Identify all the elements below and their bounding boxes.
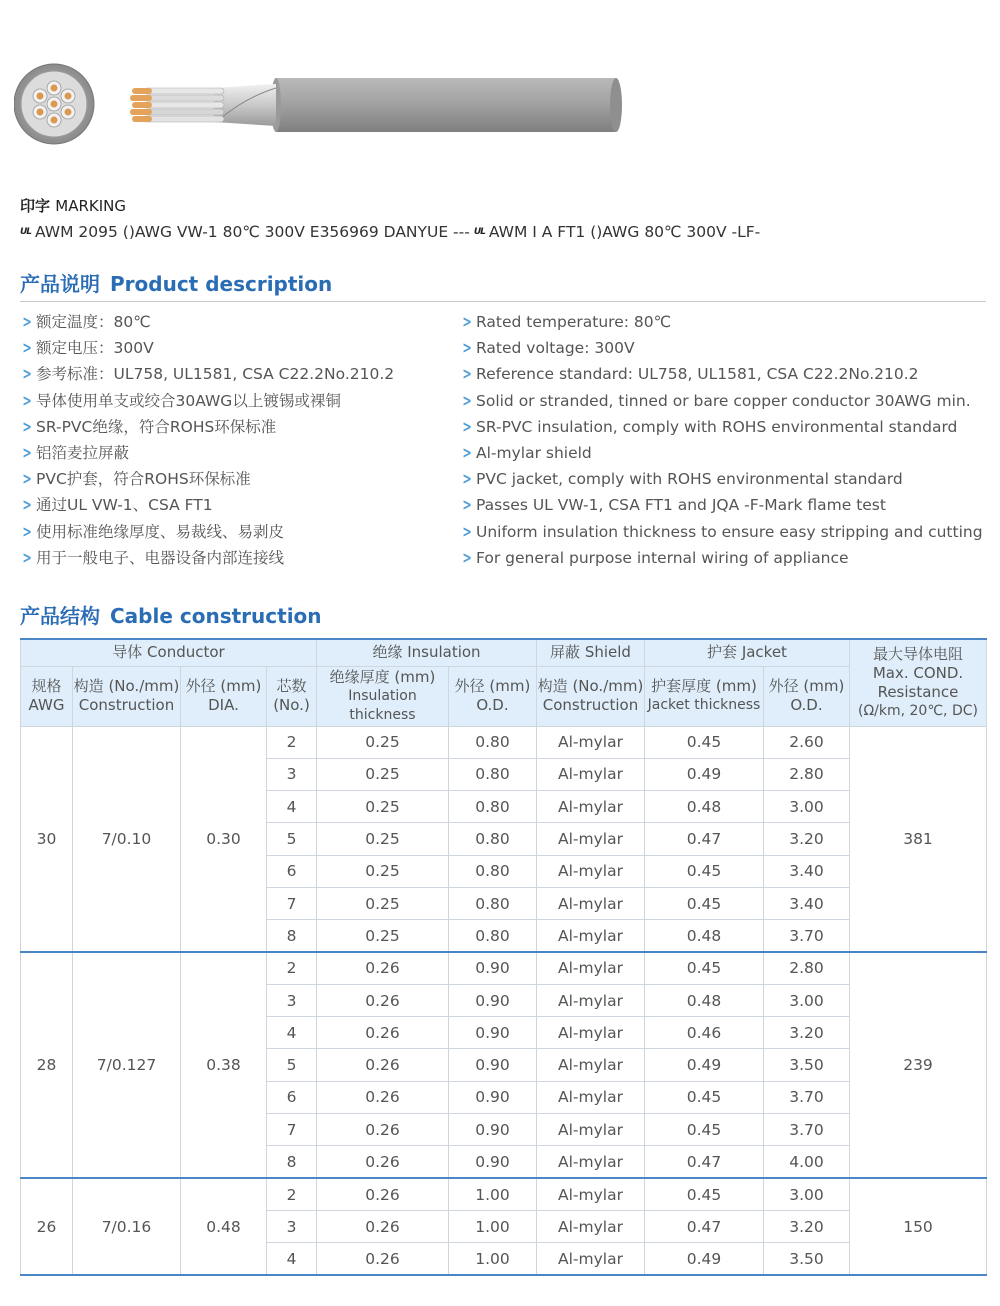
cell-jacket-thickness: 0.47 — [645, 823, 764, 855]
description-item — [20, 335, 394, 361]
cell-cores: 4 — [267, 1017, 317, 1049]
col-ins-od: 外径 (mm) O.D. — [449, 666, 537, 726]
cell-ins-od: 0.90 — [449, 984, 537, 1016]
ul-logo-icon: UL — [20, 227, 32, 237]
col-jacket-od: 外径 (mm) O.D. — [764, 666, 850, 726]
marking-part-2: AWM I A FT1 ()AWG 80℃ 300V -LF- — [488, 223, 761, 241]
description-item — [20, 388, 394, 414]
cell-ins-thickness: 0.26 — [317, 952, 449, 984]
description-text: 通过UL VW-1、CSA FT1 — [36, 496, 213, 515]
cell-ins-thickness: 0.26 — [317, 1146, 449, 1178]
cell-jacket-od: 3.50 — [764, 1049, 850, 1081]
product-description-header: 产品说明 Product description — [20, 268, 986, 302]
cell-jacket-od: 3.20 — [764, 823, 850, 855]
cell-shield: Al-mylar — [537, 791, 645, 823]
description-text: Rated voltage: 300V — [476, 339, 635, 358]
cell-ins-thickness: 0.26 — [317, 1243, 449, 1275]
cell-cores: 2 — [267, 726, 317, 758]
description-text: SR-PVC绝缘，符合ROHS环保标准 — [36, 417, 277, 436]
cell-ins-od: 0.90 — [449, 1017, 537, 1049]
cell-resistance: 381 — [850, 726, 987, 952]
cell-jacket-thickness: 0.45 — [645, 952, 764, 984]
cell-ins-od: 0.80 — [449, 920, 537, 952]
cell-jacket-thickness: 0.48 — [645, 920, 764, 952]
cell-ins-thickness: 0.25 — [317, 791, 449, 823]
col-ins-thickness: 绝缘厚度 (mm) Insulation thickness — [317, 666, 449, 726]
cell-jacket-od: 3.70 — [764, 1114, 850, 1146]
cell-cores: 6 — [267, 855, 317, 887]
cell-shield: Al-mylar — [537, 1146, 645, 1178]
spec-table-body — [21, 726, 987, 1275]
cell-ins-od: 0.80 — [449, 823, 537, 855]
cell-ins-thickness: 0.25 — [317, 920, 449, 952]
description-item — [460, 414, 983, 440]
description-item — [460, 309, 983, 335]
ul-logo-icon: UL — [473, 227, 485, 237]
cell-jacket-thickness: 0.48 — [645, 984, 764, 1016]
description-text: Uniform insulation thickness to ensure easy stripping and cutting — [476, 522, 983, 541]
description-item — [460, 492, 983, 518]
description-text: Passes UL VW-1, CSA FT1 and JQA -F-Mark flame test — [476, 496, 886, 515]
cell-ins-od: 0.80 — [449, 887, 537, 919]
cell-shield: Al-mylar — [537, 984, 645, 1016]
cell-ins-thickness: 0.26 — [317, 1114, 449, 1146]
chevron-right-icon: > — [462, 364, 472, 384]
cell-jacket-thickness: 0.45 — [645, 855, 764, 887]
cell-shield: Al-mylar — [537, 823, 645, 855]
cell-cores: 5 — [267, 1049, 317, 1081]
cable-construction-header: 产品结构 Cable construction — [20, 604, 322, 628]
cell-cores: 8 — [267, 920, 317, 952]
description-text: Rated temperature: 80℃ — [476, 313, 672, 332]
cell-cores: 7 — [267, 887, 317, 919]
cell-jacket-od: 3.40 — [764, 855, 850, 887]
cell-jacket-thickness: 0.49 — [645, 1049, 764, 1081]
cell-jacket-thickness: 0.47 — [645, 1210, 764, 1242]
cell-shield: Al-mylar — [537, 726, 645, 758]
description-text: 导体使用单支或绞合30AWG以上镀锡或裸铜 — [36, 391, 341, 410]
chevron-right-icon: > — [22, 416, 32, 436]
cell-ins-od: 0.90 — [449, 1146, 537, 1178]
chevron-right-icon: > — [462, 495, 472, 515]
cell-jacket-thickness: 0.45 — [645, 726, 764, 758]
cell-cores: 4 — [267, 791, 317, 823]
cell-jacket-od: 3.40 — [764, 887, 850, 919]
cell-awg: 28 — [21, 952, 73, 1178]
chevron-right-icon: > — [462, 469, 472, 489]
cell-ins-thickness: 0.26 — [317, 1081, 449, 1113]
description-text: For general purpose internal wiring of appliance — [476, 548, 849, 567]
marking-part-1: AWM 2095 ()AWG VW-1 80℃ 300V E356969 DANYUE --- — [35, 223, 470, 241]
cell-shield: Al-mylar — [537, 1017, 645, 1049]
cell-ins-od: 0.90 — [449, 952, 537, 984]
cell-ins-thickness: 0.25 — [317, 823, 449, 855]
col-cores: 芯数 (No.) — [267, 666, 317, 726]
cross-section-icon — [14, 64, 94, 144]
cell-ins-od: 0.90 — [449, 1114, 537, 1146]
col-shield-construction: 构造 (No./mm) Construction — [537, 666, 645, 726]
description-item — [460, 388, 983, 414]
cell-ins-thickness: 0.26 — [317, 984, 449, 1016]
table-row — [21, 726, 987, 758]
description-list-en — [460, 309, 983, 571]
description-item — [20, 440, 394, 466]
cell-cores: 3 — [267, 1210, 317, 1242]
cell-jacket-thickness: 0.48 — [645, 791, 764, 823]
cell-jacket-od: 4.00 — [764, 1146, 850, 1178]
description-item — [20, 466, 394, 492]
description-text: PVC护套，符合ROHS环保标准 — [36, 470, 251, 489]
marking-text — [20, 223, 760, 241]
cell-construction: 7/0.10 — [73, 726, 181, 952]
cell-jacket-od: 3.70 — [764, 920, 850, 952]
chevron-right-icon: > — [22, 443, 32, 463]
cable-illustration — [14, 58, 634, 154]
cell-cores: 7 — [267, 1114, 317, 1146]
description-text: Reference standard: UL758, UL1581, CSA C22.2No.210.2 — [476, 365, 919, 384]
cell-jacket-thickness: 0.45 — [645, 1114, 764, 1146]
cell-dia: 0.30 — [181, 726, 267, 952]
cell-jacket-thickness: 0.45 — [645, 1081, 764, 1113]
cell-shield: Al-mylar — [537, 1210, 645, 1242]
description-item — [20, 519, 394, 545]
cell-ins-od: 0.80 — [449, 855, 537, 887]
cell-construction: 7/0.127 — [73, 952, 181, 1178]
cell-jacket-thickness: 0.45 — [645, 1178, 764, 1210]
cell-shield: Al-mylar — [537, 855, 645, 887]
description-text: Al-mylar shield — [476, 444, 592, 463]
description-text: 额定温度：80℃ — [36, 313, 151, 332]
table-row — [21, 1178, 987, 1210]
cell-shield: Al-mylar — [537, 1243, 645, 1275]
description-text: SR-PVC insulation, comply with ROHS environmental standard — [476, 417, 958, 436]
chevron-right-icon: > — [462, 312, 472, 332]
cell-resistance: 239 — [850, 952, 987, 1178]
description-item — [460, 519, 983, 545]
group-shield: 屏蔽 Shield — [537, 639, 645, 666]
group-resistance: 最大导体电阻 Max. COND. Resistance (Ω/km, 20℃, DC) — [850, 639, 987, 726]
cell-cores: 3 — [267, 758, 317, 790]
description-item — [460, 545, 983, 571]
col-awg: 规格 AWG — [21, 666, 73, 726]
cell-ins-thickness: 0.25 — [317, 726, 449, 758]
cell-shield: Al-mylar — [537, 887, 645, 919]
description-text: 额定电压：300V — [36, 339, 154, 358]
group-conductor: 导体 Conductor — [21, 639, 317, 666]
description-text: 铝箔麦拉屏蔽 — [36, 444, 130, 463]
chevron-right-icon: > — [22, 312, 32, 332]
cell-ins-thickness: 0.25 — [317, 887, 449, 919]
cell-ins-od: 0.80 — [449, 791, 537, 823]
cell-cores: 8 — [267, 1146, 317, 1178]
col-construction: 构造 (No./mm) Construction — [73, 666, 181, 726]
cell-jacket-od: 3.20 — [764, 1017, 850, 1049]
spec-table — [20, 638, 987, 1276]
cell-jacket-od: 3.00 — [764, 984, 850, 1016]
description-item — [20, 545, 394, 571]
cell-cores: 4 — [267, 1243, 317, 1275]
description-item — [20, 309, 394, 335]
cell-jacket-od: 3.00 — [764, 1178, 850, 1210]
cell-shield: Al-mylar — [537, 920, 645, 952]
cell-cores: 6 — [267, 1081, 317, 1113]
cell-ins-thickness: 0.26 — [317, 1178, 449, 1210]
cell-cores: 2 — [267, 952, 317, 984]
chevron-right-icon: > — [462, 416, 472, 436]
cell-jacket-thickness: 0.49 — [645, 1243, 764, 1275]
cell-jacket-od: 3.20 — [764, 1210, 850, 1242]
cell-jacket-od: 3.50 — [764, 1243, 850, 1275]
cell-shield: Al-mylar — [537, 1049, 645, 1081]
chevron-right-icon: > — [462, 338, 472, 358]
description-item — [20, 414, 394, 440]
cell-resistance: 150 — [850, 1178, 987, 1275]
chevron-right-icon: > — [462, 547, 472, 567]
cell-jacket-od: 3.00 — [764, 791, 850, 823]
cell-ins-od: 0.90 — [449, 1081, 537, 1113]
cell-ins-thickness: 0.26 — [317, 1210, 449, 1242]
description-item — [460, 466, 983, 492]
cell-cores: 3 — [267, 984, 317, 1016]
cell-ins-od: 1.00 — [449, 1243, 537, 1275]
cell-shield: Al-mylar — [537, 1178, 645, 1210]
cell-jacket-od: 3.70 — [764, 1081, 850, 1113]
cell-jacket-od: 2.80 — [764, 758, 850, 790]
cell-jacket-thickness: 0.47 — [645, 1146, 764, 1178]
cell-construction: 7/0.16 — [73, 1178, 181, 1275]
chevron-right-icon: > — [462, 521, 472, 541]
chevron-right-icon: > — [22, 521, 32, 541]
chevron-right-icon: > — [22, 390, 32, 410]
group-insulation: 绝缘 Insulation — [317, 639, 537, 666]
cell-shield: Al-mylar — [537, 1081, 645, 1113]
description-text: Solid or stranded, tinned or bare copper conductor 30AWG min. — [476, 391, 971, 410]
cell-ins-thickness: 0.26 — [317, 1049, 449, 1081]
description-text: PVC jacket, comply with ROHS environmental standard — [476, 470, 903, 489]
description-item — [460, 440, 983, 466]
cell-shield: Al-mylar — [537, 952, 645, 984]
description-text: 使用标准绝缘厚度、易裁线、易剥皮 — [36, 522, 285, 541]
description-item — [460, 335, 983, 361]
cell-ins-od: 0.80 — [449, 726, 537, 758]
description-text: 用于一般电子、电器设备内部连接线 — [36, 548, 285, 567]
cell-shield: Al-mylar — [537, 1114, 645, 1146]
cell-ins-od: 0.80 — [449, 758, 537, 790]
chevron-right-icon: > — [22, 364, 32, 384]
description-text: 参考标准：UL758, UL1581, CSA C22.2No.210.2 — [36, 365, 395, 384]
chevron-right-icon: > — [22, 338, 32, 358]
table-row — [21, 952, 987, 984]
description-item — [460, 361, 983, 387]
description-list-zh — [20, 309, 394, 571]
description-item — [20, 361, 394, 387]
chevron-right-icon: > — [22, 495, 32, 515]
col-jacket-thickness: 护套厚度 (mm) Jacket thickness — [645, 666, 764, 726]
cell-jacket-od: 2.60 — [764, 726, 850, 758]
cell-ins-thickness: 0.25 — [317, 855, 449, 887]
cell-jacket-thickness: 0.49 — [645, 758, 764, 790]
description-item — [20, 492, 394, 518]
cell-dia: 0.38 — [181, 952, 267, 1178]
cell-dia: 0.48 — [181, 1178, 267, 1275]
chevron-right-icon: > — [22, 469, 32, 489]
cell-ins-thickness: 0.25 — [317, 758, 449, 790]
cell-jacket-thickness: 0.45 — [645, 887, 764, 919]
cell-ins-od: 1.00 — [449, 1210, 537, 1242]
cell-cores: 2 — [267, 1178, 317, 1210]
cell-cores: 5 — [267, 823, 317, 855]
cell-shield: Al-mylar — [537, 758, 645, 790]
group-jacket: 护套 Jacket — [645, 639, 850, 666]
cell-ins-od: 1.00 — [449, 1178, 537, 1210]
cell-jacket-thickness: 0.46 — [645, 1017, 764, 1049]
cell-awg: 30 — [21, 726, 73, 952]
chevron-right-icon: > — [462, 443, 472, 463]
chevron-right-icon: > — [22, 547, 32, 567]
cell-jacket-od: 2.80 — [764, 952, 850, 984]
cell-awg: 26 — [21, 1178, 73, 1275]
marking-title: 印字 MARKING — [20, 197, 126, 215]
cell-ins-od: 0.90 — [449, 1049, 537, 1081]
chevron-right-icon: > — [462, 390, 472, 410]
col-dia: 外径 (mm) DIA. — [181, 666, 267, 726]
cell-ins-thickness: 0.26 — [317, 1017, 449, 1049]
